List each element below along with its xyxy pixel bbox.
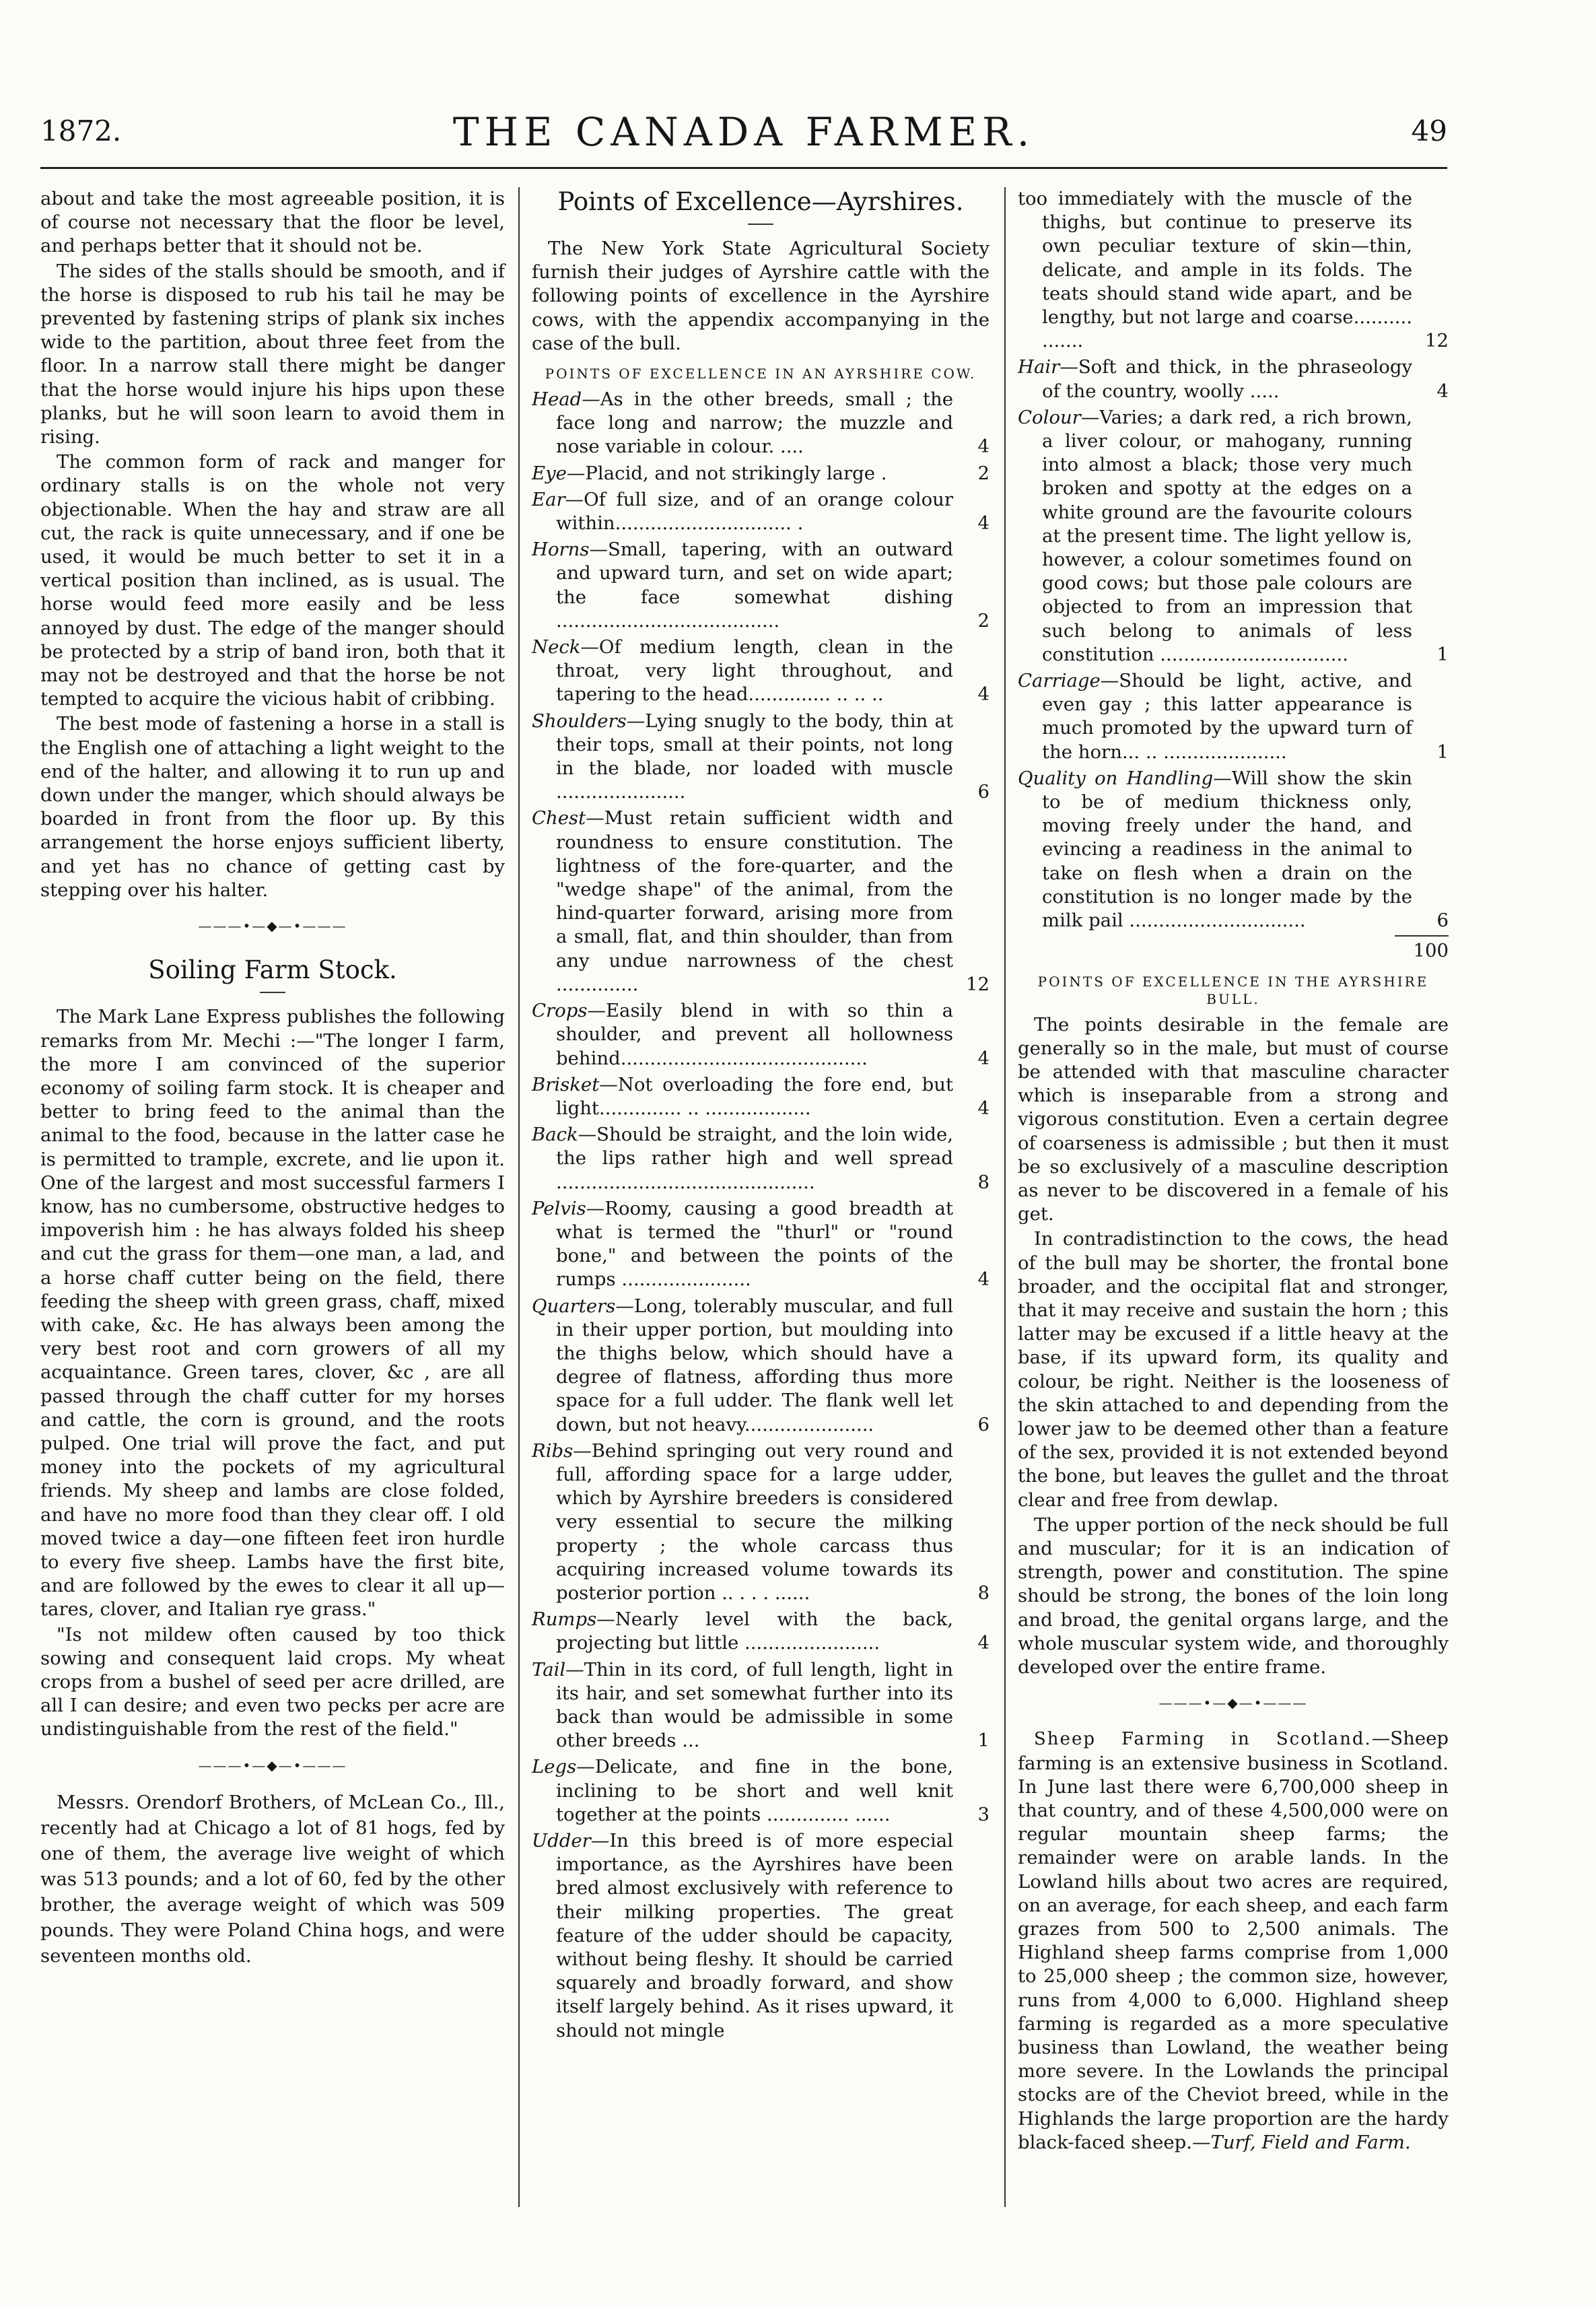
point-name: Quality on Handling (1018, 767, 1214, 789)
point-row (532, 1829, 990, 2043)
point-name: Quarters (532, 1295, 616, 1317)
point-name: Carriage (1018, 670, 1101, 692)
point-text (532, 462, 953, 485)
point-name: Neck (532, 636, 581, 658)
point-score: 4 (977, 1268, 990, 1291)
point-description: —As in the other breeds, small ; the face long and narrow; the muzzle and nose variable in colour. .... (556, 388, 953, 458)
article-source: —Turf, Field and Farm. (1191, 2131, 1411, 2153)
point-text (532, 1608, 953, 1655)
point-description: —Behind springing out very round and full, affording space for a large udder, which by Ayrshire breeders is considered very essential to secure the milking property ; the whole carcass thus acquiring increased volume towards its posterior portion .. . . . ...... (556, 1439, 953, 1604)
point-description: —Thin in its cord, of full length, light in its hair, and set somewhat further into its back than would be admissible in some other breeds ... (556, 1658, 953, 1752)
section-ornament: ———•—◆—•——— (1158, 1695, 1308, 1711)
point-description: —Delicate, and fine in the bone, inclining to be short and well knit together at the points .............. ...... (556, 1756, 953, 1825)
paragraph: Messrs. Orendorf Brothers, of McLean Co., Ill., recently had at Chicago a lot of 81 hogs, fed by one of them, the average live weight of which was 513 pounds; and a lot of 60, fed by the other brother, the average weight of which was 509 pounds. They were Poland China hogs, and were seventeen months old. (40, 1791, 505, 1967)
point-score: 4 (977, 1097, 990, 1119)
point-row (532, 807, 990, 996)
points-list (1018, 187, 1449, 932)
point-text (532, 1439, 953, 1605)
heading-dash (748, 224, 773, 225)
point-score: 4 (977, 1632, 990, 1654)
point-description: —Small, tapering, with an outward and upward turn, and set on wide apart; the face somewhat dishing ...................................... (556, 539, 953, 632)
point-text (532, 1755, 953, 1827)
point-text (1018, 355, 1412, 403)
point-name: Eye (532, 462, 567, 484)
point-description: —Not overloading the fore end, but light.............. .. .................. (556, 1073, 953, 1119)
heading-dash (260, 992, 285, 993)
paragraph: The points desirable in the female are generally so in the male, but must of course be attended with that masculine character which is inseparable from a strong and vigorous constitution. Even a certain degree of coarseness is admissible ; but then it must be so exclusively of a masculine description as never to be discovered in a female of his get. (1018, 1013, 1449, 1225)
article-run-in-title: Sheep Farming in Scotland. (1034, 1729, 1372, 1750)
point-row (532, 1658, 990, 1753)
point-text (532, 1197, 953, 1292)
point-text (532, 807, 953, 996)
point-row (532, 1755, 990, 1827)
paragraph: In contradistinction to the cows, the head of the bull may be shorter, the frontal bone broader, and the occipital flat and stronger, that it may receive and sustain the horn ; this latter may be excused if a little heavy at the base, if its upward form, its quality and colour, be right. Neither is the looseness of the skin attached to and depending from the lower jaw to be deemed other than a feature of the sex, provided it is not extended beyond the bone, but leaves the gullet and the throat clear and free from dewlap. (1018, 1228, 1449, 1511)
point-text (1018, 767, 1412, 932)
point-text (532, 538, 953, 633)
point-name: Crops (532, 1000, 588, 1022)
column-3 (1018, 187, 1449, 2155)
point-description: —Should be straight, and the loin wide, the lips rather high and well spread ............................................ (556, 1124, 953, 1193)
total-rule (1395, 935, 1449, 937)
header-year: 1872. (40, 114, 122, 147)
point-description: —In this breed is of more especial importance, as the Ayrshires have been bred almost exclusively with reference to their milking properties. The great feature of the udder should be capacity, without being fleshy. It should be carried squarely and broadly forward, and show itself largely behind. As it rises upward, it should not mingle (556, 1830, 953, 2041)
point-text (532, 1073, 953, 1120)
point-score: 6 (977, 1413, 990, 1435)
point-row (532, 1439, 990, 1605)
point-score: 12 (966, 973, 990, 995)
point-row (532, 636, 990, 707)
section-subhead: POINTS OF EXCELLENCE IN AN AYRSHIRE COW. (545, 366, 977, 382)
column-1 (40, 187, 505, 1969)
paragraph: The best mode of fastening a horse in a stall is the English one of attaching a light weight to the end of the halter, and allowing it to run up and down under the manger, which should always be boarded in front from the floor up. By this arrangement the horse enjoys sufficient liberty, and yet has no chance of getting cast by stepping over his halter. (40, 713, 505, 901)
point-description: —Soft and thick, in the phraseology of the country, woolly ..... (1042, 356, 1412, 402)
point-score: 6 (977, 781, 990, 803)
article-heading: Soiling Farm Stock. (148, 955, 397, 985)
paragraph (1018, 1727, 1449, 2155)
article-heading: Points of Excellence—Ayrshires. (557, 187, 964, 216)
point-row (1018, 355, 1449, 403)
point-text (1018, 406, 1412, 667)
point-description: —Long, tolerably muscular, and full in their upper portion, but moulding into the thighs below, which should have a degree of flatness, affording thus more space for a full udder. The flank well let down, but not heavy...................... (556, 1295, 953, 1435)
point-row (532, 999, 990, 1071)
point-score: 8 (977, 1171, 990, 1193)
point-row (532, 710, 990, 805)
point-row (532, 1295, 990, 1437)
paragraph: The Mark Lane Express publishes the following remarks from Mr. Mechi :—"The longer I farm, the more I am convinced of the superior economy of soiling farm stock. It is cheaper and better to bring feed to the animal than the animal to the food, because in the latter case he is permitted to trample, excrete, and lie upon it. One of the largest and most successful farmers I know, has no cumbersome, obstructive hedges to impoverish him : he has always folded his sheep and cut the grass for them—one man, a lad, and a horse chaff cutter being on the field, there feeding the sheep with green grass, chaff, mixed with cake, &c. He has always been among the very best root and corn growers of all my acquaintance. Green tares, clover, &c , are all passed through the chaff cutter for my horses and cattle, the corn is ground, and the roots pulped. One trial will prove the fact, and put money into the pockets of my agricultural friends. My sheep and lambs are close folded, and have no more food than they clear off. I old moved twice a day—one fifteen feet iron hurdle to every five sheep. Lambs have the first bite, and are followed by the ewes to clear it all up—tares, clover, and Italian rye grass." (40, 1006, 505, 1621)
section-ornament: ———•—◆—•——— (198, 1757, 347, 1773)
point-text (532, 999, 953, 1071)
point-text (1018, 187, 1412, 353)
point-description: —Lying snugly to the body, thin at their tops, small at their points, not long in the blade, nor loaded with muscle ...................... (556, 710, 953, 803)
point-score: 2 (977, 462, 990, 484)
point-description: —Placid, and not strikingly large . (566, 462, 887, 484)
point-score: 4 (977, 1047, 990, 1069)
point-description: —Must retain sufficient width and roundness to ensure constitution. The lightness of the fore-quarter, and the "wedge shape" of the animal, from the hind-quarter forward, arising more from a small, flat, and thin shoulder, than from any undue narrowness of the chest .............. (556, 807, 953, 995)
point-text (532, 1829, 953, 2043)
point-description: —Should be light, active, and even gay ; this latter appearance is much promoted by the upward turn of the horn... .. ..................... (1042, 670, 1412, 763)
point-row (532, 1073, 990, 1120)
point-score: 6 (1436, 910, 1449, 932)
paragraph: The New York State Agricultural Society furnish their judges of Ayrshire cattle with the following points of excellence in the Ayrshire cows, with the appendix accompanying in the case of the bull. (532, 238, 990, 354)
point-description: —Will show the skin to be of medium thickness only, moving freely under the hand, and evincing a readiness in the animal to take on flesh when a drain on the constitution is no longer made by the milk pail .............................. (1042, 767, 1412, 932)
paragraph: The common form of rack and manger for ordinary stalls is on the whole not very objectionable. When the hay and straw are all cut, the rack is quite unnecessary, and if one be used, it would be much better to set it in a vertical position than inclined, as is usual. The horse would feed more easily and be less annoyed by dust. The edge of the manger should be protected by a strip of band iron, both that it may not be destroyed and that the horse be not tempted to acquire the vicious habit of cribbing. (40, 451, 505, 710)
point-text (532, 1295, 953, 1437)
point-text (532, 1123, 953, 1194)
paragraph: The sides of the stalls should be smooth, and if the horse is disposed to rub his tail he may be prevented by fastening strips of plank six inches wide to the partition, about three feet from the floor. In a narrow stall there might be danger that the horse would injure his hips upon these planks, but he will soon learn to avoid them in rising. (40, 260, 505, 448)
point-row (1018, 406, 1449, 667)
point-row (532, 1123, 990, 1194)
point-row (532, 538, 990, 633)
point-name: Legs (532, 1756, 577, 1778)
point-text (532, 710, 953, 805)
point-name: Head (532, 388, 582, 411)
point-name: Ear (532, 488, 565, 510)
point-name: Hair (1018, 356, 1060, 378)
page-header (40, 109, 1447, 164)
point-name: Ribs (532, 1439, 574, 1462)
point-name: Colour (1018, 406, 1081, 428)
point-text (532, 1658, 953, 1753)
column-divider (1004, 187, 1006, 2207)
point-row (1018, 767, 1449, 932)
point-description: —Roomy, causing a good breadth at what is termed the "thurl" or "round bone," and between the points of the rumps ...................... (556, 1197, 953, 1291)
point-score: 2 (977, 609, 990, 632)
point-name: Chest (532, 807, 586, 829)
point-score: 4 (977, 512, 990, 535)
point-text (532, 636, 953, 707)
page-number: 49 (1411, 114, 1447, 147)
point-score: 1 (1436, 741, 1449, 763)
point-score: 8 (977, 1582, 990, 1604)
point-row (1018, 187, 1449, 353)
point-score: 3 (977, 1803, 990, 1825)
point-name: Horns (532, 539, 590, 561)
point-row (532, 1608, 990, 1655)
point-text (532, 488, 953, 535)
point-description: —Nearly level with the back, projecting but little ....................... (556, 1608, 953, 1654)
paragraph: "Is not mildew often caused by too thick sowing and consequent laid crops. My wheat crops from a bushel of seed per acre drilled, are all I can desire; and even two pecks per acre are undistinguishable from the rest of the field." (40, 1623, 505, 1740)
points-list (532, 388, 990, 2043)
masthead-title: THE CANADA FARMER. (452, 109, 1035, 155)
point-row (532, 1197, 990, 1292)
point-name: Tail (532, 1658, 566, 1681)
point-name: Udder (532, 1830, 591, 1852)
paragraph: about and take the most agreeable position, it is of course not necessary that the floor be level, and perhaps better that it should not be. (40, 188, 505, 257)
point-description: —Of medium length, clean in the throat, very light throughout, and tapering to the head.............. .. .. .. (556, 636, 953, 706)
total-row (1018, 939, 1449, 963)
section-ornament: ———•—◆—•——— (198, 918, 347, 935)
point-description: too immediately with the muscle of the thighs, but continue to preserve its own peculiar texture of skin—thin, delicate, and ample in its folds. The teats should stand wide apart, and be lengthy, but not large and coarse.......... ....... (1018, 188, 1412, 352)
point-score: 4 (1436, 380, 1449, 402)
point-text (1018, 669, 1412, 764)
point-name: Back (532, 1124, 578, 1146)
column-2 (532, 187, 990, 2045)
point-description: —Varies; a dark red, a rich brown, a liver colour, or mahogany, running into almost a black; those very much broken and spotty at the edges on a white ground are the favourite colours at the present time. The light yellow is, however, a colour sometimes found on good cows; but those pale colours are objected to from an impression that such belong to animals of less constitution ................................ (1042, 406, 1412, 665)
point-row (532, 388, 990, 459)
section-subhead: POINTS OF EXCELLENCE IN THE AYRSHIRE BULL. (1037, 973, 1429, 1007)
point-name: Pelvis (532, 1197, 586, 1219)
point-description: —Of full size, and of an orange colour within.............................. . (556, 488, 953, 535)
point-score: 4 (977, 436, 990, 458)
total-score: 100 (1413, 940, 1449, 962)
point-score: 1 (977, 1730, 990, 1752)
point-name: Shoulders (532, 710, 627, 732)
point-name: Brisket (532, 1073, 600, 1095)
header-rule (40, 167, 1447, 169)
point-text (532, 388, 953, 459)
point-score: 1 (1436, 643, 1449, 665)
point-row (532, 462, 990, 485)
column-divider (518, 187, 520, 2207)
point-row (532, 488, 990, 535)
point-description: —Easily blend in with so thin a shoulder, and prevent all hollowness behind.......................................... (556, 1000, 953, 1069)
paragraph: The upper portion of the neck should be full and muscular; for it is an indication of strength, power and constitution. The spine should be strong, the bones of the loin long and broad, the genital organs large, and the whole muscular system wide, and thoroughly developed over the entire frame. (1018, 1514, 1449, 1678)
point-row (1018, 669, 1449, 764)
point-name: Rumps (532, 1608, 597, 1631)
point-score: 12 (1425, 330, 1449, 352)
point-score: 4 (977, 683, 990, 706)
article-text: —Sheep farming is an extensive business in Scotland. In June last there were 6,700,000 sheep in that country, and of these 4,500,000 were on regular mountain sheep farms; the remainder were on arable lands. In the Lowland hills about two acres are required, on an average, for each sheep, and each farm grazes from 500 to 2,500 animals. The Highland sheep farms comprise from 1,000 to 25,000 sheep ; the common size, however, runs from 4,000 to 6,000. Highland sheep farming is regarded as a more speculative business than Lowland, the weather being more severe. In the Lowlands the principal stocks are of the Cheviot breed, while in the Highlands the large proportion are the hardy black-faced sheep. (1018, 1728, 1449, 2153)
